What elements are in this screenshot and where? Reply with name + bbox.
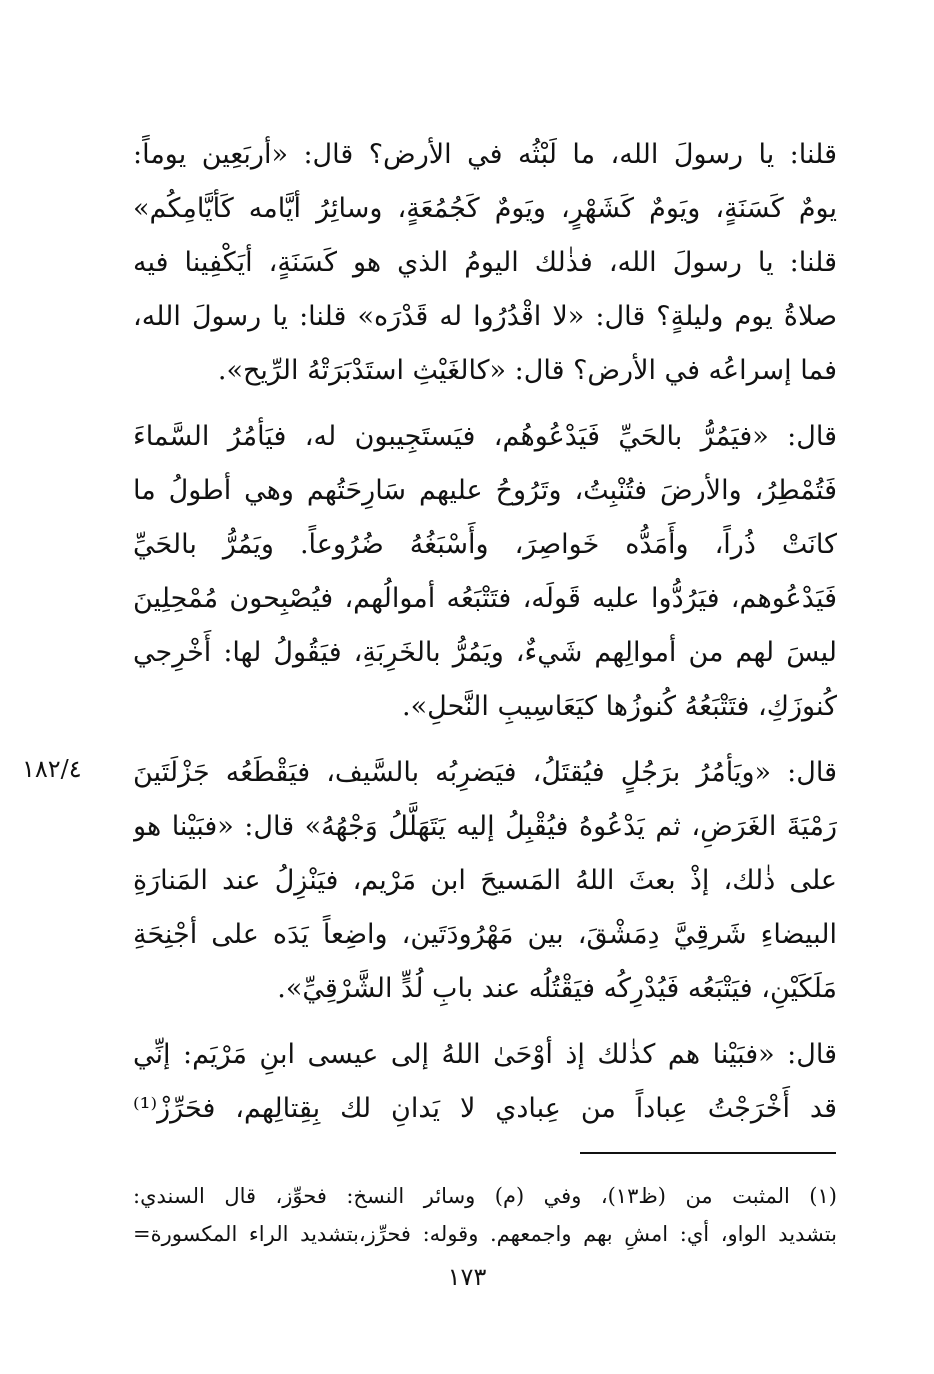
- paragraph-4: [133, 1028, 837, 1136]
- margin-reference: ١٨٢/٤: [22, 755, 82, 783]
- page-number: ١٧٣: [447, 1263, 487, 1291]
- footnote-separator: [580, 1152, 836, 1154]
- footnote-line: (١) المثبت من (ظ١٣)، وفي (م) وسائر النسخ: فحوِّز، قال السندي:: [133, 1184, 837, 1208]
- text-line: فما إسراعُه في الأرض؟ قال: «كالغَيْثِ استَدْبَرَتْهُ الرِّيح».: [217, 355, 837, 386]
- paragraph-1: [133, 128, 837, 398]
- text-line: رَمْيَةَ الغَرَضِ، ثم يَدْعُوهُ فيُقْبِلُ إليه يَتَهَلَّلُ وَجْهُهُ» قال: «فبَيْنا هو: [133, 811, 837, 842]
- text-line: قلنا: يا رسولَ الله، فذٰلك اليومُ الذي هو كَسَنَةٍ، أيَكْفِينا فيه: [133, 247, 837, 278]
- text-line: كُنوزَكِ، فتَتْبَعُهُ كُنوزُها كيَعَاسِيبِ النَّحلِ».: [402, 691, 837, 722]
- footnote-line: بتشديد الواو، أي: امشِ بهم واجمعهم. وقوله: فحرِّز،بتشديد الراء المكسورة=: [133, 1222, 837, 1246]
- text-line: قال: «ويَأمُرُ برَجُلٍ فيُقتَلُ، فيَضرِبُه بالسَّيف، فيَقْطَعُه جَزْلَتَينَ: [133, 757, 837, 788]
- text-line: قال: «فبَيْنا هم كذٰلك إذ أوْحَىٰ اللهُ إلى عيسى ابنِ مَرْيَم: إنِّي: [133, 1039, 837, 1070]
- text-line: على ذٰلك، إذْ بعثَ اللهُ المَسيحَ ابن مَرْيم، فيَنْزِلُ عند المَنارَةِ: [133, 865, 837, 896]
- text-line: صلاةُ يوم وليلةٍ؟ قال: «لا اقْدُرُوا له قَدْرَه» قلنا: يا رسولَ الله،: [133, 301, 837, 332]
- footnote: [133, 1177, 837, 1253]
- text-line: يومٌ كَسَنَةٍ، ويَومٌ كَشَهْرٍ، ويَومٌ كَجُمُعَةٍ، وسائِرُ أيَّامه كَأيَّامِكُم»: [133, 193, 837, 224]
- text-line: قد أَخْرَجْتُ عِباداً من عِبادي لا يَدانِ لك بِقِتالِهم، فحَرِّزْ⁽¹⁾: [133, 1093, 837, 1124]
- main-text: [133, 128, 837, 1136]
- text-line: مَلَكَيْنِ، فيَتْبَعُه فَيُدْرِكُه فيَقْتُلُه عند بابِ لُدٍّ الشَّرْقِيِّ».: [277, 973, 837, 1004]
- paragraph-2: [133, 410, 837, 734]
- paragraph-3: [133, 746, 837, 1016]
- text-line: كانَتْ ذُراً، وأَمَدُّه خَواصِرَ، وأَسْبَغُهُ ضُرُوعاً. ويَمُرُّ بالحَيِّ: [133, 529, 837, 560]
- text-line: البيضاءِ شَرقِيَّ دِمَشْقَ، بين مَهْرُودَتَين، واضِعاً يَدَه على أجْنِحَةِ: [133, 919, 837, 950]
- text-line: قال: «فيَمُرُّ بالحَيِّ فَيَدْعُوهُم، فيَستَجِيبون له، فيَأمُرُ السَّماءَ: [133, 421, 837, 452]
- text-line: فَيَدْعُوهم، فيَرُدُّوا عليه قَولَه، فتَتْبَعُه أموالُهم، فيُصْبِحون مُمْحِلِينَ: [133, 583, 837, 614]
- text-line: ليسَ لهم من أموالِهم شَيءٌ، ويَمُرُّ بالخَرِبَةِ، فيَقُولُ لها: أَخْرِجي: [133, 637, 837, 668]
- text-line: قلنا: يا رسولَ الله، ما لَبْثُه في الأرض؟ قال: «أربَعِين يوماً:: [133, 139, 837, 170]
- text-line: فَتُمْطِرُ، والأرضَ فتُنْبِتُ، وتَرُوحُ عليهم سَارِحَتُهم وهي أطولُ ما: [133, 475, 837, 506]
